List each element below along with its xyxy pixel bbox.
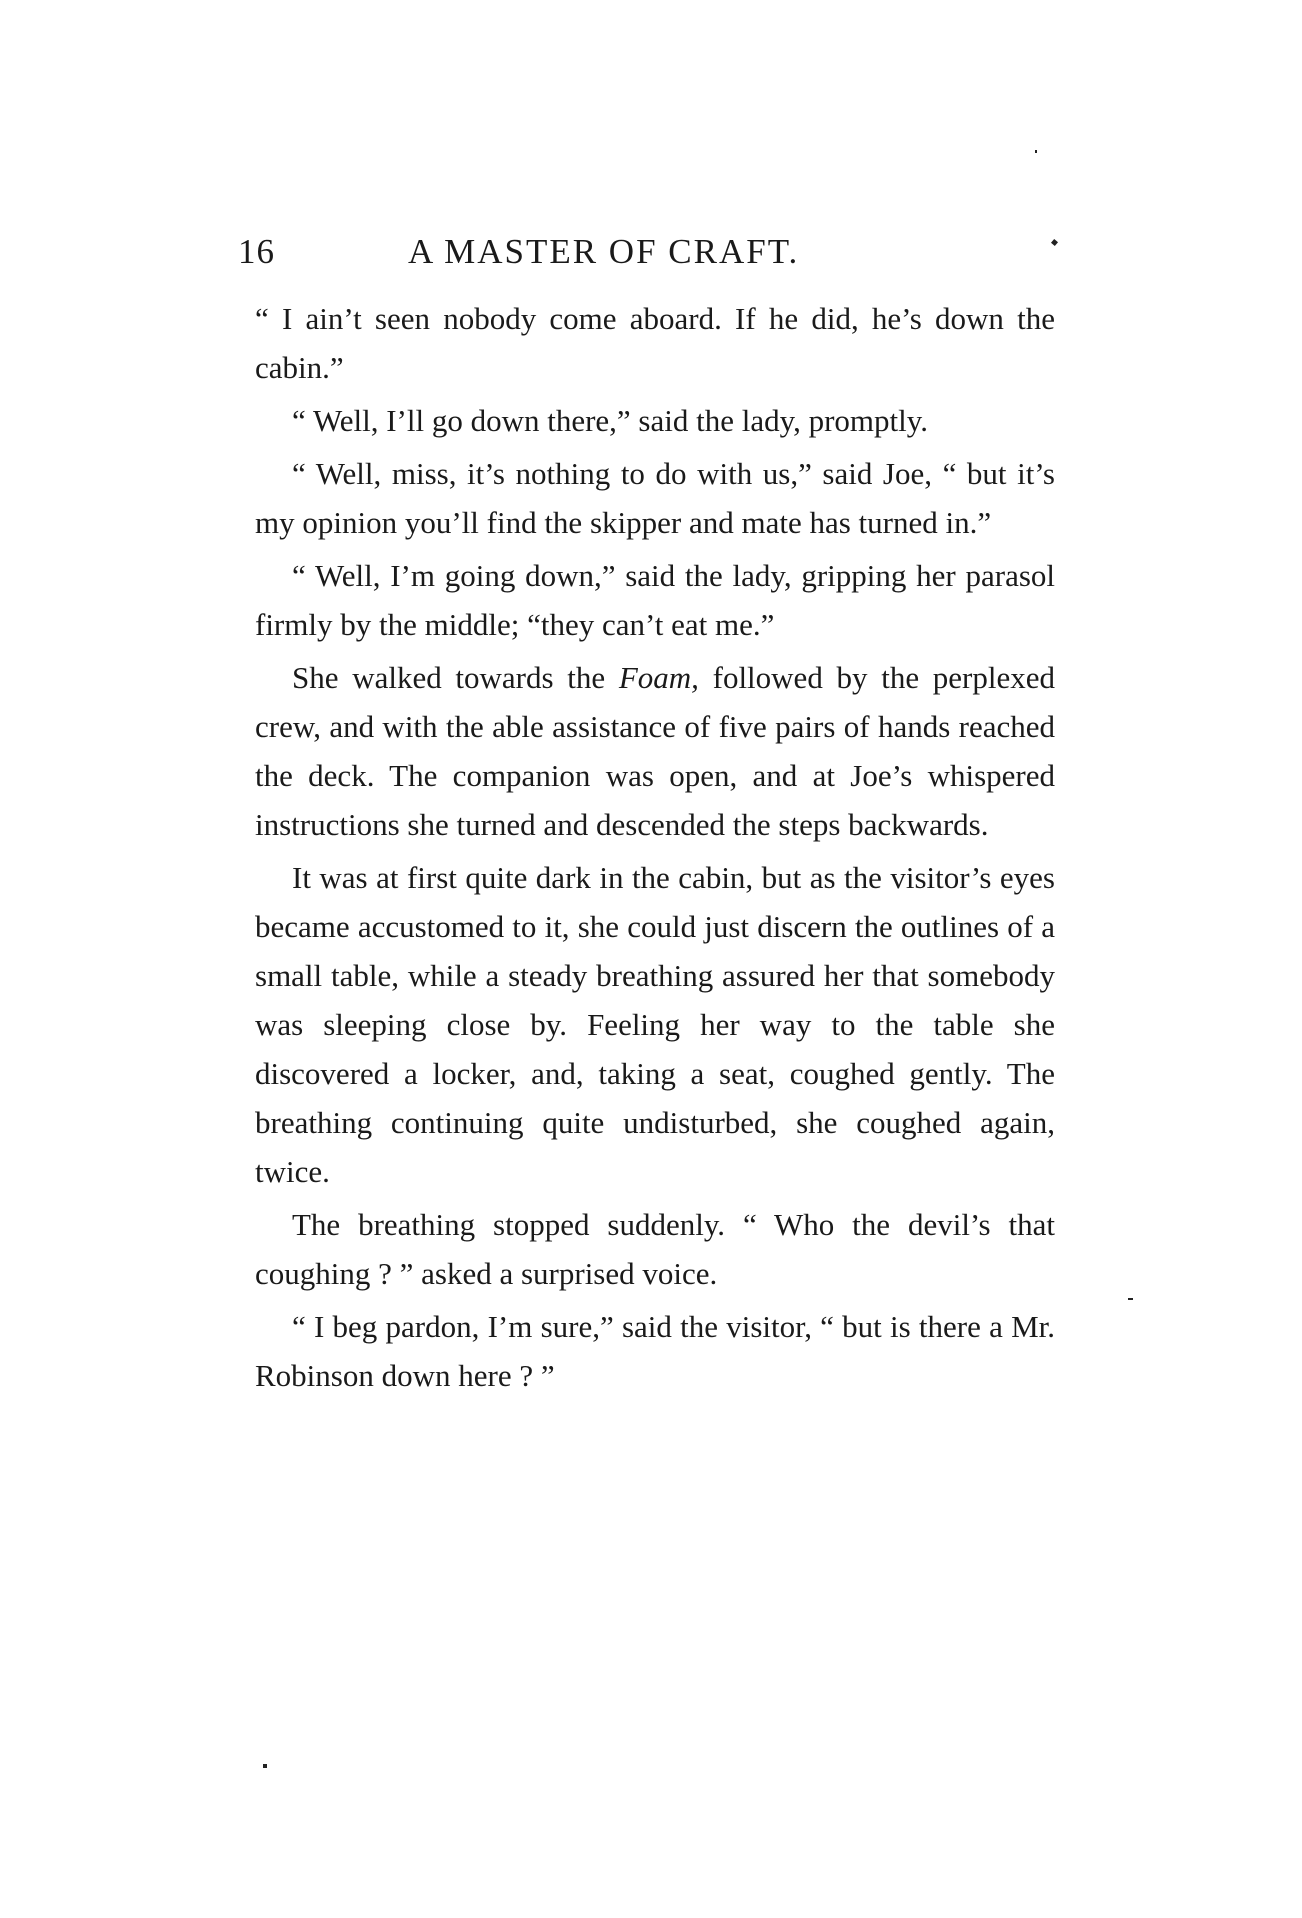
speck-mark xyxy=(1035,150,1037,153)
paragraph-6: It was at first quite dark in the cabin, but as the visitor’s eyes became accustomed to it, she could just discern the outlines of a small table, while a steady breathing assured her that somebody was sleeping close by. Feeling her way to the table she discovered a locker, and, taking a seat, coughed gently. The breathing continuing quite undisturbed, she coughed again, twice. xyxy=(255,860,1055,1189)
paragraph-5-text-end: followed by the perplexed crew, and with the able assistance of five pairs of hands reached the deck. The companion was open, and at Joe’s whispered instructions she turned and descended the steps backwards. xyxy=(255,660,1055,842)
page-header xyxy=(238,232,1058,292)
body-text xyxy=(255,294,1055,1400)
speck-mark-bottom xyxy=(263,1764,267,1768)
paragraph-1: “ I ain’t seen nobody come aboard. If he did, he’s down the cabin.” xyxy=(255,301,1055,385)
page-number: 16 xyxy=(238,232,275,271)
paragraph-8: “ I beg pardon, I’m sure,” said the visitor, “ but is there a Mr. Robinson down here ? ” xyxy=(255,1309,1055,1393)
paragraph-7: The breathing stopped suddenly. “ Who the devil’s that coughing ? ” asked a surprised voice. xyxy=(255,1207,1055,1291)
paragraph-2: “ Well, I’ll go down there,” said the lady, promptly. xyxy=(292,403,928,438)
running-title: A MASTER OF CRAFT. xyxy=(408,232,800,271)
paragraph-5 xyxy=(255,653,1055,849)
paragraph-5-text-start: She walked towards the xyxy=(292,660,619,695)
ship-name: Foam, xyxy=(618,660,699,695)
margin-mark xyxy=(1128,1298,1133,1300)
paragraph-3: “ Well, miss, it’s nothing to do with us,” said Joe, “ but it’s my opinion you’ll find the skipper and mate has turned in.” xyxy=(255,456,1055,540)
paragraph-4: “ Well, I’m going down,” said the lady, gripping her parasol firmly by the middle; “they can’t eat me.” xyxy=(255,558,1055,642)
